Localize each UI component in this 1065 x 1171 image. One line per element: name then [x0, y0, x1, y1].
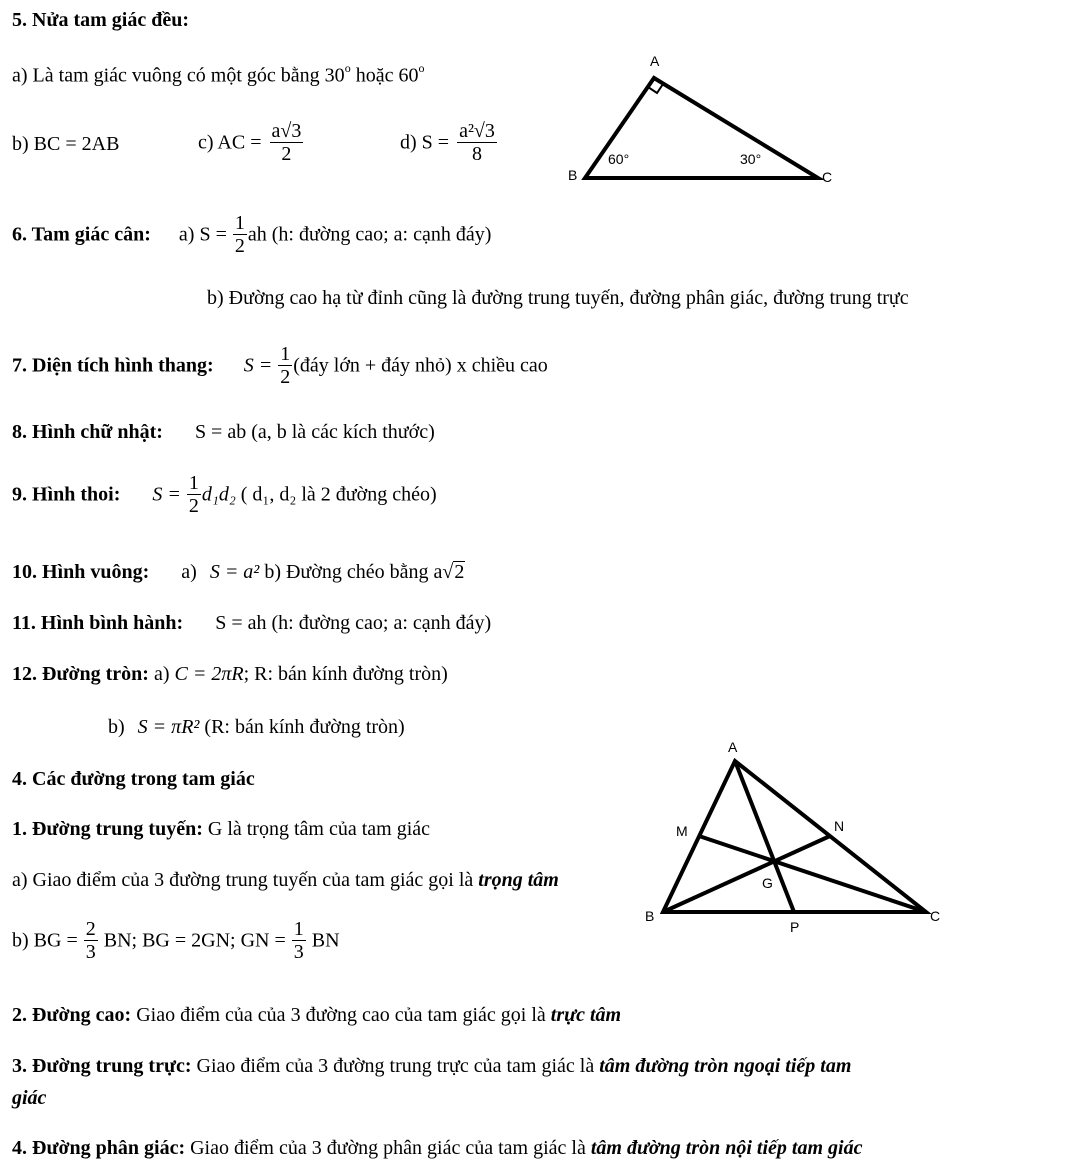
s4-line-2: [12, 1003, 621, 1027]
s10-formula: S = a²: [209, 561, 260, 583]
medians-triangle-figure: [640, 738, 950, 938]
angle-b-label: 60°: [608, 151, 630, 167]
section-7: [12, 343, 548, 393]
s4-lb-pre: b) BG =: [12, 929, 78, 952]
label-b: B: [568, 167, 578, 183]
s7-frac-num: 1: [280, 343, 291, 365]
label-a: A: [650, 53, 660, 69]
degree-mark: o: [344, 61, 351, 75]
s4-l3-title: 3. Đường trung trực:: [12, 1055, 192, 1077]
section-4-title: 4. Các đường trong tam giác: [12, 768, 255, 790]
s4-l4-title: 4. Đường phân giác:: [12, 1137, 186, 1159]
s5-d: [400, 120, 500, 165]
s5-d-pre: d) S =: [400, 131, 450, 154]
section-10-title: 10. Hình vuông:: [12, 561, 150, 583]
section-9-title: 9. Hình thoi:: [12, 483, 121, 506]
s4-line-b: [12, 918, 340, 976]
section-8-title: 8. Hình chữ nhật:: [12, 421, 163, 443]
s5-c-den: 2: [281, 143, 292, 165]
label-a2: A: [728, 739, 738, 755]
s4-l3-em2: giác: [12, 1087, 47, 1109]
s4-lb-den1: 3: [85, 941, 96, 963]
section-7-title: 7. Diện tích hình thang:: [12, 354, 214, 377]
label-p: P: [790, 919, 800, 935]
s4-lb-num1: 2: [85, 918, 96, 940]
s4-line-4: [12, 1136, 862, 1160]
angle-c-label: 30°: [740, 151, 762, 167]
s12-a-formula: C = 2πR: [174, 663, 244, 685]
section-6-a: [12, 212, 491, 262]
sqrt-sign: √: [442, 561, 454, 583]
s4-lb-mid: BN; BG = 2GN; GN =: [103, 929, 286, 952]
s11-text: S = ah (h: đường cao; a: cạnh đáy): [215, 612, 492, 634]
s10-a: a): [181, 561, 197, 583]
s7-frac-den: 2: [280, 366, 291, 388]
label-b2: B: [645, 908, 655, 924]
s9-formula: d₁d₂: [201, 483, 236, 506]
s12-b-post: (R: bán kính đường tròn): [204, 716, 405, 738]
s10-b: b) Đường chéo bằng a: [264, 561, 443, 583]
s4-l4-em: tâm đường tròn nội tiếp tam giác: [590, 1137, 863, 1159]
s4-line-a: [12, 868, 559, 892]
s12-a-pre: a): [153, 663, 170, 685]
s6-a-post: ah (h: đường cao; a: cạnh đáy): [247, 223, 492, 246]
s5-c: [198, 120, 306, 165]
s9-post: ( d₁, d₂ là 2 đường chéo): [240, 483, 437, 506]
label-c: C: [822, 169, 833, 185]
section-6-title: 6. Tam giác cân:: [12, 223, 151, 246]
section-9: [12, 472, 437, 522]
label-g: G: [762, 875, 773, 891]
label-c2: C: [930, 908, 941, 924]
s6-a-pre: a) S =: [178, 223, 227, 246]
label-m: M: [676, 823, 688, 839]
section-5-title: 5. Nửa tam giác đều:: [12, 9, 189, 31]
s4-l1-text: G là trọng tâm của tam giác: [207, 818, 431, 840]
section-6-b: b) Đường cao hạ từ đỉnh cũng là đường trung tuyến, đường phân giác, đường trung trực: [207, 287, 909, 309]
s4-l2-title: 2. Đường cao:: [12, 1004, 132, 1026]
s4-lb-num2: 1: [293, 918, 304, 940]
s8-text: S = ab (a, b là các kích thước): [194, 421, 435, 443]
section-8: [12, 420, 435, 444]
median-bn: [663, 836, 830, 912]
s4-la-em: trọng tâm: [478, 869, 559, 891]
s9-frac-den: 2: [188, 495, 199, 517]
s4-lb-den2: 3: [293, 941, 304, 963]
s12-b-formula: S = πR²: [137, 716, 200, 738]
s6-frac-num: 1: [234, 212, 245, 234]
s4-l2-em: trực tâm: [550, 1004, 622, 1026]
s5-a-or: hoặc 60: [355, 64, 419, 87]
s9-pre: S =: [152, 483, 181, 506]
s5-d-den: 8: [471, 143, 482, 165]
s12-a-post: ; R: bán kính đường tròn): [243, 663, 448, 685]
s5-d-num: a²√3: [459, 120, 495, 142]
s4-l3-em1: tâm đường tròn ngoại tiếp tam: [599, 1055, 852, 1077]
s4-l1-title: 1. Đường trung tuyến:: [12, 818, 203, 840]
s4-line-3: [12, 1054, 851, 1078]
s4-la-text: a) Giao điểm của 3 đường trung tuyến của tam giác gọi là: [12, 869, 474, 891]
s6-frac-den: 2: [234, 235, 245, 257]
s5-b: b) BC = 2AB: [12, 133, 120, 155]
s9-frac-num: 1: [188, 472, 199, 494]
label-n: N: [834, 818, 845, 834]
s4-lb-post: BN: [311, 929, 340, 952]
s10-root: 2: [454, 561, 465, 583]
section-12-title: 12. Đường tròn:: [12, 663, 149, 685]
s5-c-num: a√3: [271, 120, 302, 142]
section-10: [12, 560, 465, 584]
s4-l4-text: Giao điểm của 3 đường phân giác của tam giác là: [190, 1137, 586, 1159]
section-12-b: [108, 715, 405, 739]
median-cm: [699, 836, 926, 912]
s4-l2-text: Giao điểm của của 3 đường cao của tam giác gọi là: [136, 1004, 546, 1026]
s5-a-text: a) Là tam giác vuông có một góc bằng 30: [12, 64, 345, 87]
s12-b-pre: b): [108, 716, 125, 738]
section-12-a: [12, 662, 448, 686]
s7-pre: S =: [243, 354, 273, 377]
section-11-title: 11. Hình bình hành:: [12, 612, 184, 634]
s4-line-1: [12, 817, 430, 841]
s4-l3-text: Giao điểm của 3 đường trung trực của tam giác là: [196, 1055, 595, 1077]
s5-c-pre: c) AC =: [198, 131, 262, 154]
s7-post: (đáy lớn + đáy nhỏ) x chiều cao: [293, 354, 548, 377]
half-equilateral-triangle-figure: [560, 50, 840, 190]
section-11: [12, 611, 491, 635]
section-5-a: a) Là tam giác vuông có một góc bằng 30$^o$ hoặc 60$^o$: [12, 61, 425, 87]
